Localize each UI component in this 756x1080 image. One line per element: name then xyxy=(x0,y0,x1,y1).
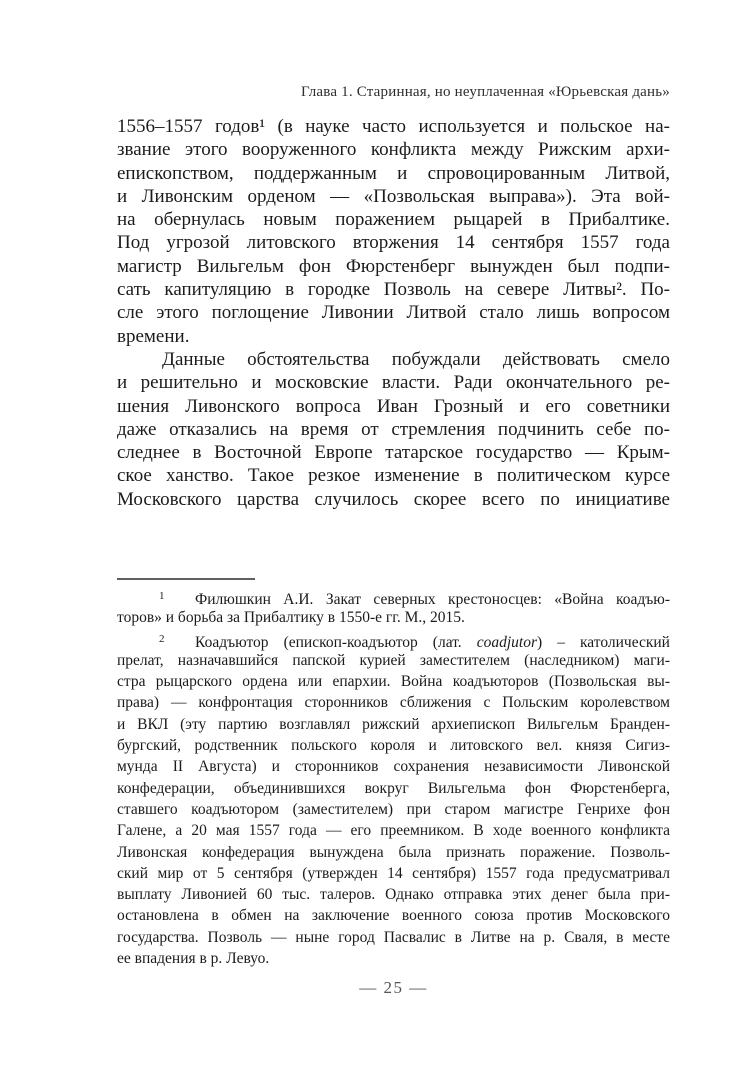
footnotes-block xyxy=(117,586,670,969)
footnote-2-text: Коадъютор (епископ-коадъютор (лат. xyxy=(195,633,477,651)
footnote-separator-rule xyxy=(117,578,255,580)
text-line: следнее в Восточной Европе татарское государство — Крым- xyxy=(117,442,670,464)
footnote-2-line: стра рыцарского ордена или епархии. Война коадъюторов (Позвольская вы- xyxy=(117,673,670,691)
main-text-block xyxy=(117,115,670,511)
text-line: шения Ливонского вопроса Иван Грозный и его советники xyxy=(117,395,670,417)
text-line: 1556–1557 годов¹ (в науке часто используется и польское на- xyxy=(117,116,670,137)
text-line: Московского царства случилось скорее всего по инициативе xyxy=(117,488,670,510)
page-number: — 25 — xyxy=(359,978,428,997)
footnote-2-line: выплату Ливонией 60 тыс. талеров. Однако отправка этих денег была при- xyxy=(117,886,670,904)
footnote-2-line: ский мир от 5 сентября (утвержден 14 сентября) 1557 года предусматривал xyxy=(117,864,670,882)
footnote-2-line: мунда II Августа) и сторонников сохранения независимости Ливонской xyxy=(117,758,670,776)
text-line: сать капитуляцию в городке Позволь на севере Литвы². По- xyxy=(117,279,670,301)
text-line: ское ханство. Такое резкое изменение в политическом курсе xyxy=(117,465,670,487)
text-line: и решительно и московские власти. Ради окончательного ре- xyxy=(117,372,670,394)
footnote-1-line xyxy=(117,586,670,607)
footnote-2-line: права) — конфронтация сторонников сближения с Польским королевством xyxy=(117,694,670,712)
chapter-running-head: Глава 1. Старинная, но неуплаченная «Юрьевская дань» xyxy=(300,84,670,100)
footnote-1-text: Филюшкин А.И. Закат северных крестоносцев: «Война коадъю- xyxy=(195,591,670,608)
footnote-2-line: бургский, родственник польского короля и литовского вел. князя Сигиз- xyxy=(117,737,670,755)
text-line: Под угрозой литовского вторжения 14 сентября 1557 года xyxy=(117,232,670,254)
footnote-2-line xyxy=(117,629,670,650)
footnote-2-line: прелат, назначавшийся папской курией заместителем (наследником) маги- xyxy=(117,651,670,669)
footnote-2-line: и ВКЛ (эту партию возглавлял рижский архиепископ Вильгельм Бранден- xyxy=(117,715,670,733)
text-line: звание этого вооруженного конфликта между Рижским архи- xyxy=(117,139,670,161)
text-line: и Ливонским орденом — «Позвольская выправа»). Эта вой- xyxy=(117,185,670,207)
footnote-2-text: ) – католический xyxy=(537,633,670,651)
footnote-2-line: Ливонская конфедерация вынуждена была признать поражение. Позволь- xyxy=(117,843,670,861)
footnote-1-line: торов» и борьба за Прибалтику в 1550-е гг. М., 2015. xyxy=(117,609,465,627)
footnote-2-latin-term: coadjutor xyxy=(476,633,537,651)
footnote-1-marker: 1 xyxy=(159,590,165,602)
text-line: даже отказались на время от стремления подчинить себе по- xyxy=(117,418,670,440)
footnote-2-line: Галене, а 20 мая 1557 года — его преемником. В ходе военного конфликта xyxy=(117,822,670,840)
footnote-2-line: государства. Позволь — ныне город Пасвалис в Литве на р. Сваля, в месте xyxy=(117,928,670,946)
text-line paragraph-start: Данные обстоятельства побуждали действовать смело xyxy=(162,348,670,370)
footnote-2-marker: 2 xyxy=(159,632,165,645)
text-line: епископством, поддержанным и спровоцированным Литвой, xyxy=(117,162,670,184)
text-line paragraph-end: времени. xyxy=(117,325,190,347)
footnote-2-line: ставшего коадъютором (заместителем) при старом магистре Генрихе фон xyxy=(117,800,670,818)
footnote-2-line: конфедерации, объединившихся вокруг Вильгельма фон Фюрстенберга, xyxy=(117,779,670,797)
text-line: на обернулась новым поражением рыцарей в Прибалтике. xyxy=(117,209,670,231)
text-line: магистр Вильгельм фон Фюрстенберг вынужден был подпи- xyxy=(117,255,670,277)
footnote-2-line: остановлена в обмен на заключение военного союза против Московского xyxy=(117,907,670,925)
footnote-2-line: ее впадения в р. Левуо. xyxy=(117,950,270,968)
text-line: сле этого поглощение Ливонии Литвой стало лишь вопросом xyxy=(117,302,670,324)
